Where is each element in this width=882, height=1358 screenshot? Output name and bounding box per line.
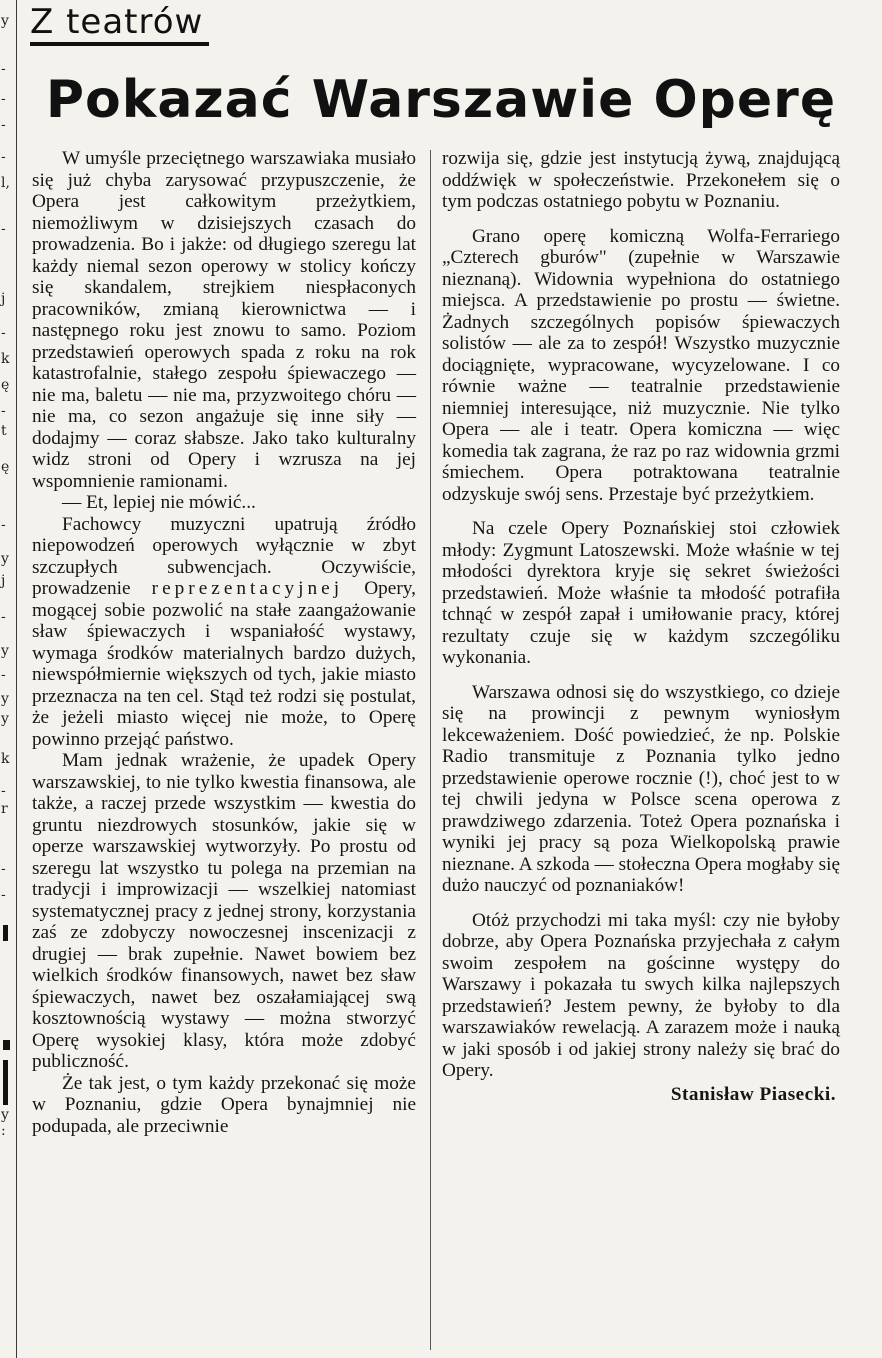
article-headline: Pokazać Warszawie Operę <box>45 70 837 130</box>
margin-fragment: - <box>1 887 6 903</box>
margin-ink-mark <box>3 925 8 941</box>
margin-fragment: y <box>1 1107 9 1123</box>
paragraph: Warszawa odnosi się do wszystkiego, co dzieje się na prowincji z pewnym wyniosłym lekceważeniem. Dość powiedzieć, że np. Polskie Radio transmituje z Poznania tylko jedno przedstawienie operowe rocznie (!), choć jest to w tej chwili jedyna w Polsce scena operowa z prawdziwego zdarzenia. Toteż Opera poznańska i wyniki jej pracy są poza Wielkopolską prawie nieznane. A szkoda — stołeczna Opera mogłaby się dużo nauczyć od poznaniaków! <box>442 681 840 896</box>
margin-fragment: y <box>1 643 9 659</box>
paragraph: Mam jednak wrażenie, że upadek Opery warszawskiej, to nie tylko kwestia finansowa, ale także, a raczej przede wszystkim — kwestia do gruntu niezdrowych stosunków, jakie się w operze warszawskiej wytworzyły. Po prostu od szeregu lat wszystko tu polega na przemian na tradycji i improwizacji — wszelkiej natomiast systematycznej pracy z jednej strony, korzystania zaś ze zdobyczy nowoczesnej inscenizacji z drugiej — brak zupełnie. Nawet bowiem bez wielkich środków finansowych, nawet bez sław śpiewaczych, nawet bez oszałamiającej swą kosztownością wystawy — można stworzyć Operę wysokiej klasy, która może zdobyć publiczność. <box>32 750 416 1072</box>
column-divider <box>430 150 431 1350</box>
margin-fragment: j <box>1 291 6 307</box>
margin-fragment: l, <box>1 175 10 191</box>
margin-fragment: ę <box>1 377 10 393</box>
margin-fragment: ę <box>1 459 10 475</box>
section-title: Z teatrów <box>30 2 209 46</box>
paragraph: W umyśle przeciętnego warszawiaka musiało się już chyba zarysować przypuszczenie, że Opera jest całkowitym przeżytkiem, niemożliwym w dzisiejszych czasach do prowadzenia. Bo i jakże: od długiego szeregu lat każdy niemal sezon operowy w stolicy kończy się skandalem, strejkiem niespłaconych pracowników, zmianą kierownictwa — i następnego roku jest znowu to samo. Poziom przedstawień operowych spada z roku na rok katastrofalnie, stałego zespołu śpiewaczego — nie ma, baletu — nie ma, przyzwoitego chóru — nie ma, co sezon angażuje się inne siły — dodajmy — coraz słabsze. Jako tako kulturalny widz stroni od Opery i wzrusza na jej wspomnienie ramionami. <box>32 148 416 492</box>
margin-fragment: - <box>1 221 6 237</box>
margin-fragment: : <box>1 1123 6 1139</box>
left-margin-strip <box>0 0 17 1358</box>
margin-fragment: - <box>1 517 6 533</box>
margin-fragment: j <box>1 573 6 589</box>
margin-fragment: - <box>1 667 6 683</box>
margin-fragment: - <box>1 861 6 877</box>
margin-fragment: r <box>1 801 8 817</box>
margin-fragment: - <box>1 117 6 133</box>
margin-fragment: t <box>1 423 7 439</box>
paragraph: — Et, lepiej nie mówić... <box>62 492 256 513</box>
margin-fragment: - <box>1 325 6 341</box>
paragraph: Że tak jest, o tym każdy przekonać się może w Poznaniu, gdzie Opera bynajmniej nie podupada, ale przeciwnie <box>32 1072 416 1137</box>
paragraph-text: Fachowcy muzyczni upatrują źródło niepowodzeń operowych wyłącznie w zbyt szczupłych subwencjach. Oczywiście, prowadzenie <box>32 513 416 599</box>
margin-fragment: y <box>1 711 9 727</box>
margin-fragment: - <box>1 403 6 419</box>
margin-fragment: k <box>1 751 10 767</box>
margin-fragment: - <box>1 609 6 625</box>
paragraph: Grano operę komiczną Wolfa-Ferrariego „Czterech gburów" (zupełnie w Warszawie nieznaną). Widownia wypełniona do ostatniego miejsca. A przedstawienie po prostu — świetne. Żadnych szczególnych popisów śpiewaczych solistów — ale za to zespół! Wszystko muzycznie dociągnięte, wypracowane, wycyzelowane. I co równie ważne — teatralnie przedstawienie niemniej interesujące, niż muzycznie. Nie tylko Opera — ale i teatr. Opera komiczna — więc komedia tak zagrana, że raz po raz widownia grzmi śmiechem. Opera potraktowana teatralnie odzyskuje swój sens. Przestaje być przeżytkiem. <box>442 225 840 505</box>
margin-fragment: - <box>1 91 6 107</box>
margin-fragment: y <box>1 13 9 29</box>
author-signature: Stanisław Piasecki. <box>670 1083 836 1105</box>
paragraph: rozwija się, gdzie jest instytucją żywą, znajdującą oddźwięk w społeczeństwie. Przekonełem się o tym podczas ostatniego pobytu w Poznaniu. <box>442 148 840 212</box>
margin-fragment: - <box>1 149 6 165</box>
margin-fragment: y <box>1 691 9 707</box>
margin-fragment: y <box>1 551 9 567</box>
margin-ink-mark <box>3 1060 8 1105</box>
article-column-left <box>32 148 416 1137</box>
paragraph-text: Opery, mogącej sobie pozwolić na stałe zaangażowanie sław śpiewaczych i wspaniałość wystawy, wymaga środków materialnych bardzo dużych, niewspółmiernie większych od tych, jakie miasto przeznacza na ten cel. Stąd też rodzi się postulat, że jeżeli miasto więcej nie może, to Operę powinno przejąć państwo. <box>32 578 416 750</box>
paragraph <box>32 514 416 751</box>
margin-fragment: - <box>1 61 6 77</box>
paragraph: Otóż przychodzi mi taka myśl: czy nie byłoby dobrze, aby Opera Poznańska przyjechała z całym swoim zespołem na gościnne występy do Warszawy i pokazała tu swych kilka najlepszych przedstawień? Jestem pewny, że byłoby to dla warszawiaków rewelacją. A zarazem może i nauką w jaki sposób i od jakiej strony należy się brać do Opery. <box>442 909 840 1081</box>
spaced-emphasis: reprezentacyjnej <box>151 578 344 599</box>
margin-ink-mark <box>3 1040 10 1050</box>
article-column-right <box>442 148 840 1105</box>
margin-fragment: k <box>1 351 10 367</box>
paragraph: Na czele Opery Poznańskiej stoi człowiek młody: Zygmunt Latoszewski. Może właśnie w tej młodości dyrektora kryje się sekret świeżości przedstawień. Może właśnie ta młodość potrafiła tchnąć w zespół zapał i umiłowanie pracy, której rezultaty czuje się w każdym szczególiku wykonania. <box>442 518 840 668</box>
margin-fragment: - <box>1 783 6 799</box>
